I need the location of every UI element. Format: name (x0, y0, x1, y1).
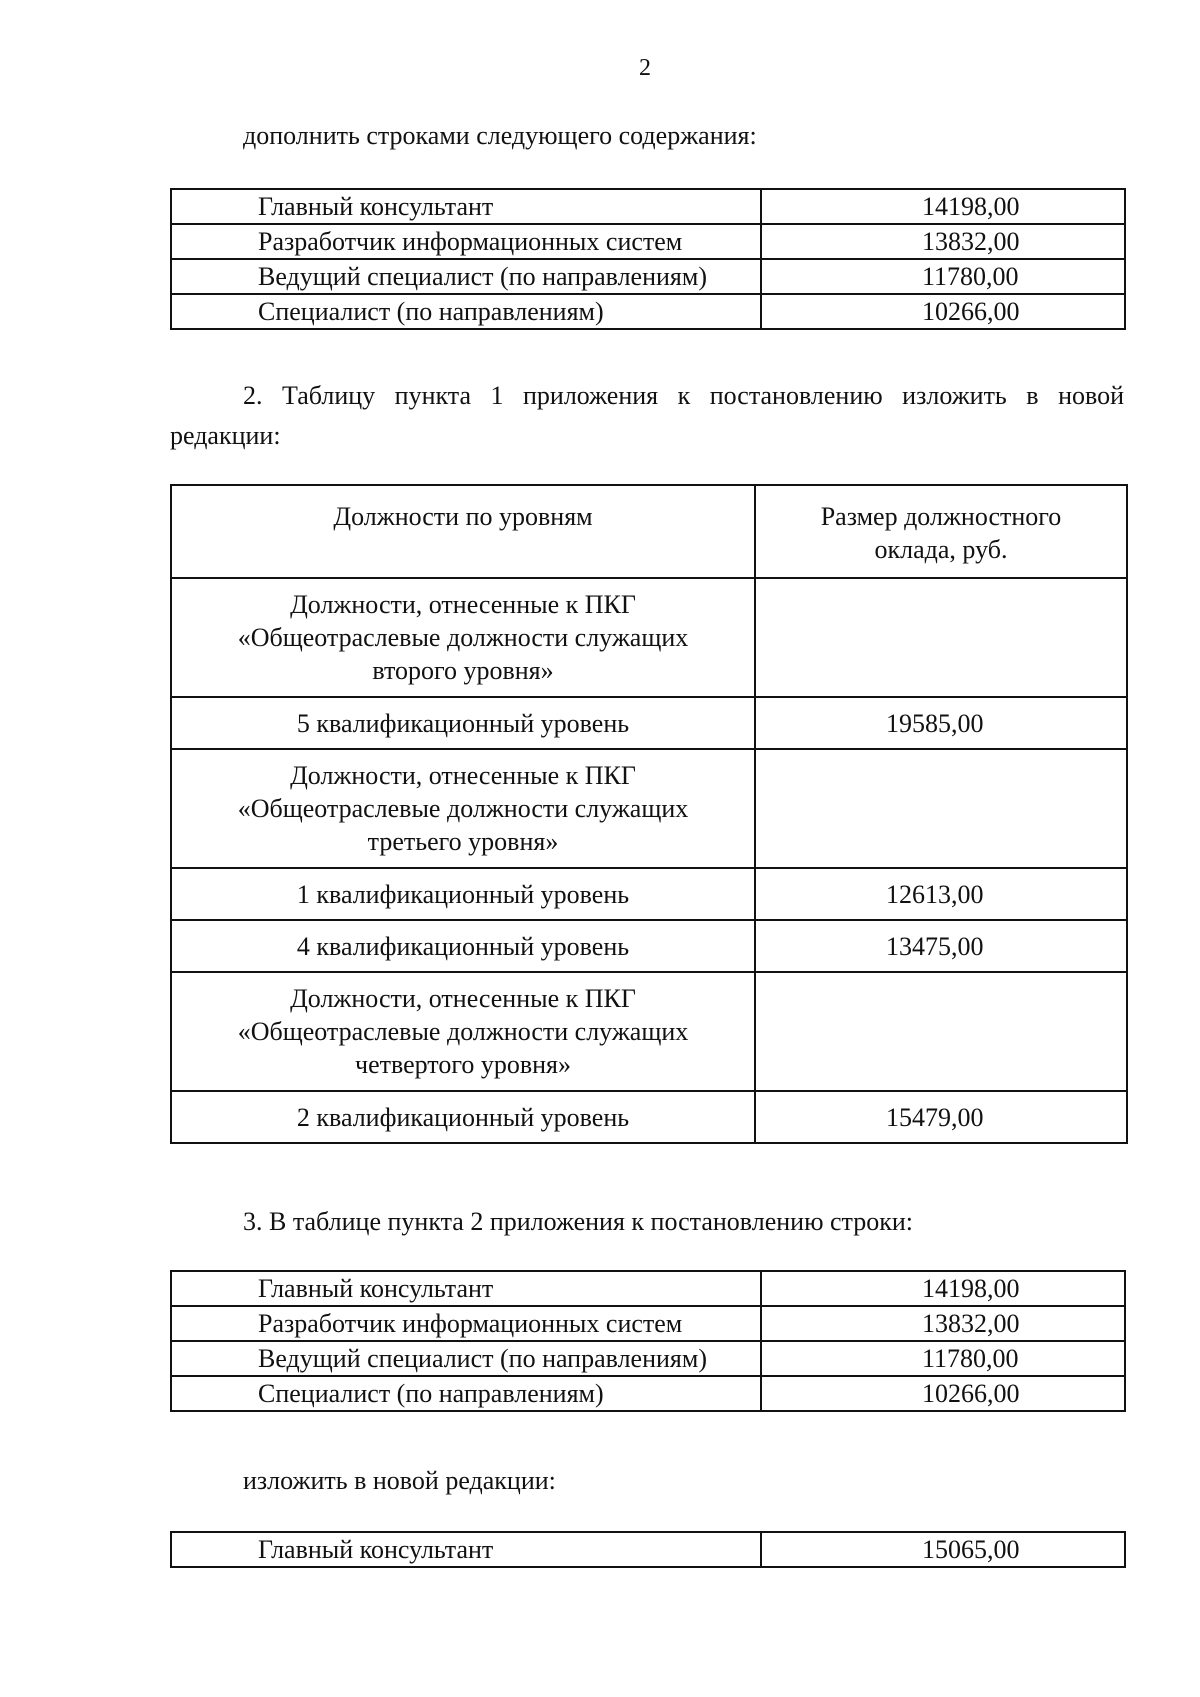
old-rows-table (170, 1270, 1126, 1412)
group-line: «Общеотраслевые должности служащих (237, 623, 689, 652)
section-3-text: 3. В таблице пункта 2 приложения к постановлению строки: (243, 1207, 913, 1236)
header-salary-line1: Размер должностного (820, 502, 1062, 531)
position-cell: Разработчик информационных систем (171, 1306, 761, 1341)
salary-cell: 14198,00 (761, 189, 1125, 224)
level-cell: 2 квалификационный уровень (171, 1091, 755, 1143)
header-salary (755, 485, 1127, 578)
group-cell (171, 972, 755, 1091)
table-row (171, 1306, 1125, 1341)
header-positions: Должности по уровням (171, 485, 755, 578)
table-row (171, 920, 1127, 972)
group-line: Должности, отнесенные к ПКГ (290, 590, 636, 619)
empty-cell (755, 972, 1127, 1091)
table-header-row (171, 485, 1127, 578)
position-cell: Специалист (по направлениям) (171, 1376, 761, 1411)
table-row (171, 1532, 1125, 1567)
salary-cell: 13832,00 (761, 224, 1125, 259)
level-cell: 5 квалификационный уровень (171, 697, 755, 749)
page-number: 2 (639, 55, 651, 81)
salary-cell: 14198,00 (761, 1271, 1125, 1306)
table-row (171, 224, 1125, 259)
group-line: «Общеотраслевые должности служащих (237, 1017, 689, 1046)
group-line: Должности, отнесенные к ПКГ (290, 761, 636, 790)
group-line: четвертого уровня» (355, 1050, 571, 1079)
salary-cell: 13832,00 (761, 1306, 1125, 1341)
group-line: «Общеотраслевые должности служащих (237, 794, 689, 823)
salary-levels-table (170, 484, 1128, 1144)
group-line: Должности, отнесенные к ПКГ (290, 984, 636, 1013)
table-row (171, 1091, 1127, 1143)
new-edition-text: изложить в новой редакции: (243, 1466, 556, 1495)
table-row (171, 1376, 1125, 1411)
level-cell: 4 квалификационный уровень (171, 920, 755, 972)
position-cell: Разработчик информационных систем (171, 224, 761, 259)
salary-cell: 19585,00 (755, 697, 1127, 749)
position-cell: Специалист (по направлениям) (171, 294, 761, 329)
position-cell: Ведущий специалист (по направлениям) (171, 1341, 761, 1376)
empty-cell (755, 578, 1127, 697)
empty-cell (755, 749, 1127, 868)
salary-cell: 10266,00 (761, 294, 1125, 329)
level-cell: 1 квалификационный уровень (171, 868, 755, 920)
group-cell (171, 578, 755, 697)
table-row (171, 697, 1127, 749)
salary-cell: 11780,00 (761, 259, 1125, 294)
new-rows-table (170, 1531, 1126, 1568)
salary-cell: 12613,00 (755, 868, 1127, 920)
position-cell: Главный консультант (171, 1532, 761, 1567)
position-cell: Главный консультант (171, 189, 761, 224)
position-cell: Главный консультант (171, 1271, 761, 1306)
table-row (171, 1271, 1125, 1306)
salary-cell: 15065,00 (761, 1532, 1125, 1567)
table-row (171, 259, 1125, 294)
group-line: второго уровня» (372, 656, 554, 685)
salary-cell: 11780,00 (761, 1341, 1125, 1376)
additional-rows-table (170, 188, 1126, 330)
table-row (171, 189, 1125, 224)
group-row (171, 749, 1127, 868)
table-row (171, 868, 1127, 920)
salary-cell: 13475,00 (755, 920, 1127, 972)
position-cell: Ведущий специалист (по направлениям) (171, 259, 761, 294)
table-row (171, 1341, 1125, 1376)
section-2-text: 2. Таблицу пункта 1 приложения к постановлению изложить в новой редакции: (170, 381, 1124, 450)
salary-cell: 10266,00 (761, 1376, 1125, 1411)
table-row (171, 294, 1125, 329)
intro-text: дополнить строками следующего содержания: (243, 121, 757, 150)
group-row (171, 972, 1127, 1091)
salary-cell: 15479,00 (755, 1091, 1127, 1143)
header-salary-line2: оклада, руб. (874, 535, 1008, 564)
group-row (171, 578, 1127, 697)
group-cell (171, 749, 755, 868)
group-line: третьего уровня» (367, 827, 559, 856)
